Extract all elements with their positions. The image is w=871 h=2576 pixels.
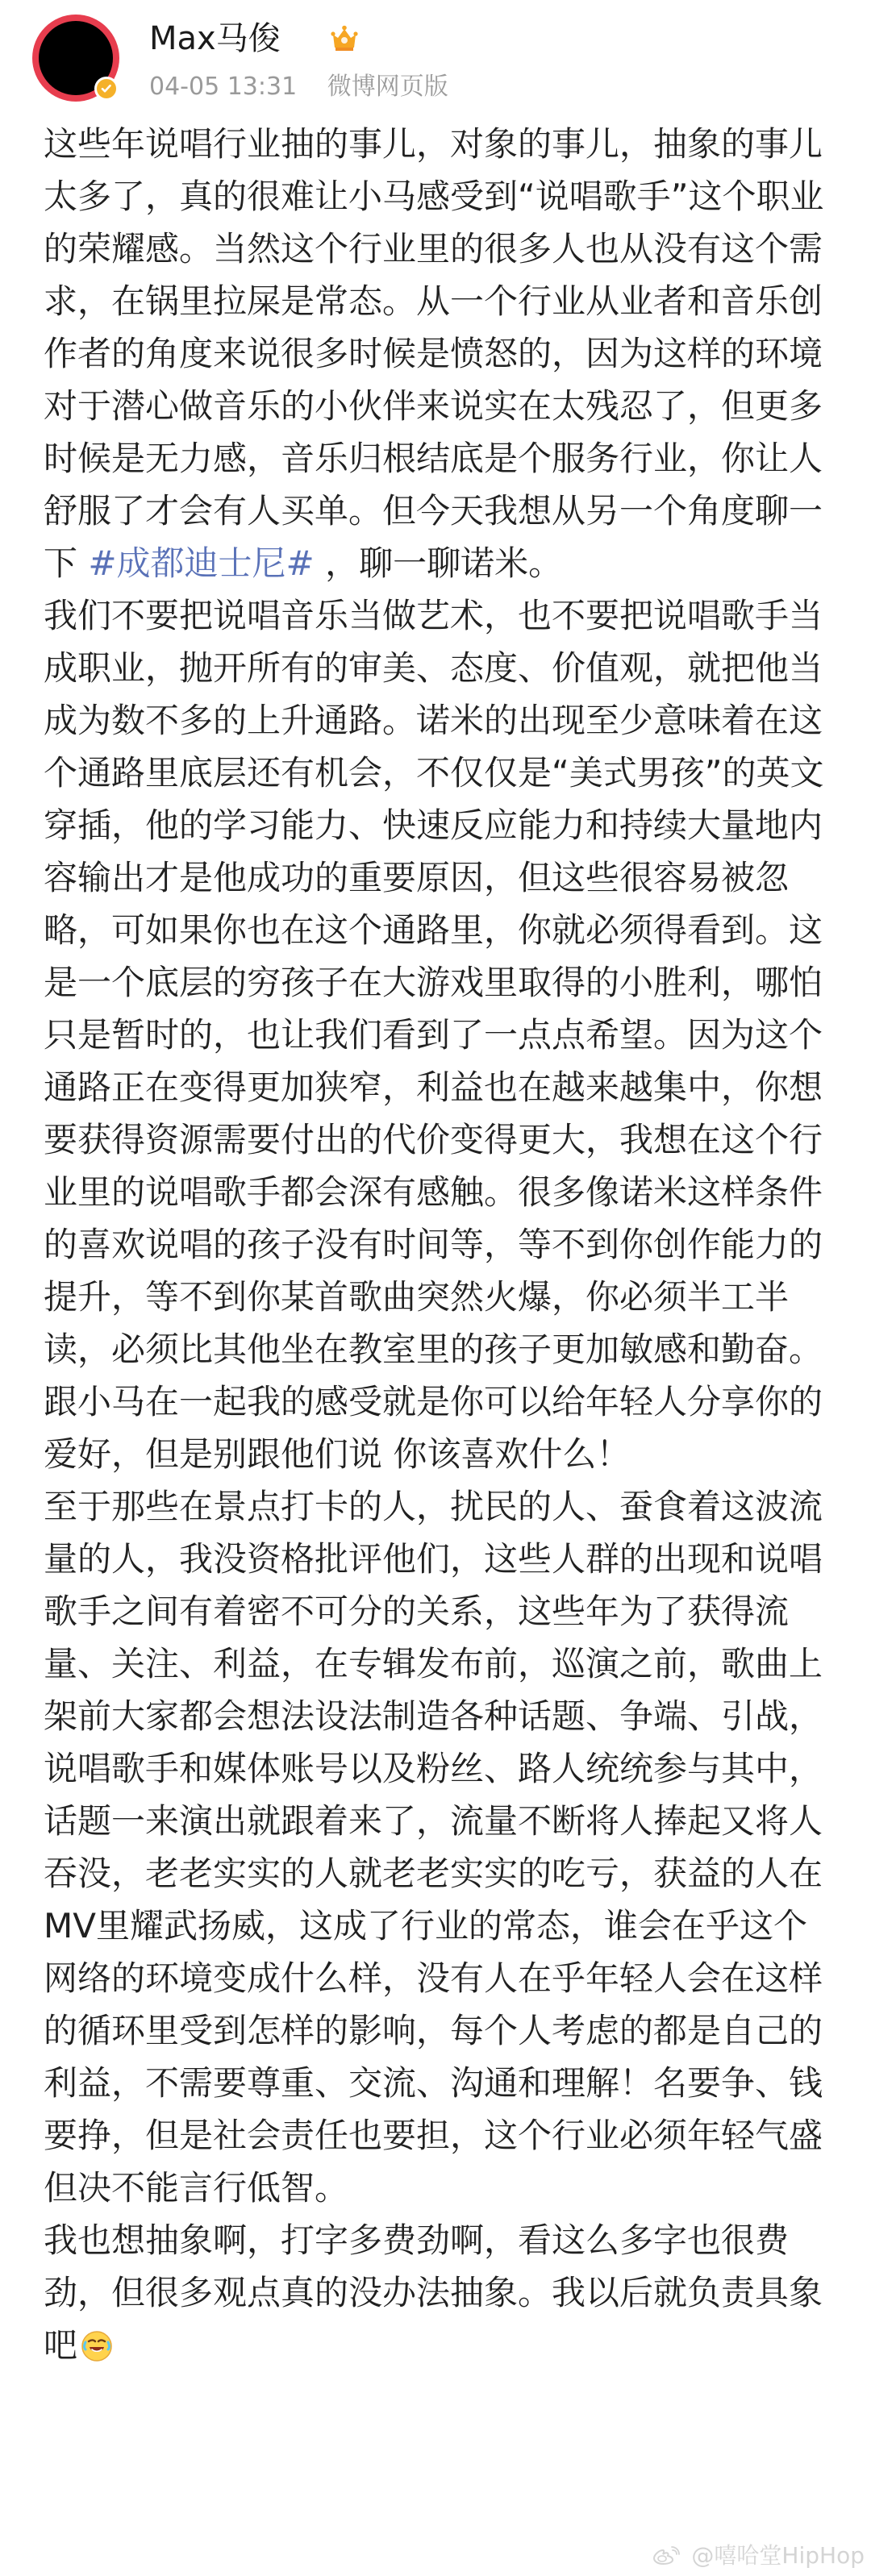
post-paragraph-1: [44, 118, 830, 589]
weibo-logo-icon: [652, 2546, 680, 2567]
laugh-cry-emoji: [81, 2324, 113, 2357]
post-source[interactable]: 微博网页版: [327, 73, 448, 101]
verified-badge-icon: [94, 77, 119, 101]
post-paragraph-3: [44, 1480, 830, 2214]
author-name[interactable]: Max马俊: [149, 20, 281, 57]
post-text: 我也想抽象啊，打字多费劲啊，看这么多字也很费劲，但很多观点真的没办法抽象。我以后就负责具象吧: [44, 2220, 823, 2365]
watermark: [652, 2541, 865, 2571]
watermark-text: @嘻哈堂HipHop: [691, 2542, 865, 2569]
hashtag-link[interactable]: #成都迪士尼#: [88, 543, 315, 583]
post-body: [44, 118, 830, 2371]
crown-badge-icon[interactable]: [327, 21, 361, 55]
post-text: ，聊一聊诺米。: [314, 543, 563, 583]
post-text: 我们不要把说唱音乐当做艺术，也不要把说唱歌手当成职业，抛开所有的审美、态度、价值观，就把他当成为数不多的上升通路。诺米的出现至少意味着在这个通路里底层还有机会，不仅仅是“美式男孩”的英文穿插，他的学习能力、快速反应能力和持续大量地内容输出才是他成功的重要原因，但这些很容易被忽略，可如果你也在这个通路里，你就必须得看到。这是一个底层的穷孩子在大游戏里取得的小胜利，哪怕只是暂时的，也让我们看到了一点点希望。因为这个通路正在变得更加狭窄，利益也在越来越集中，你想要获得资源需要付出的代价变得更大，我想在这个行业里的说唱歌手都会深有感触。很多像诺米这样条件的喜欢说唱的孩子没有时间等，等不到你创作能力的提升，等不到你某首歌曲突然火爆，你必须半工半读，必须比其他坐在教室里的孩子更加敏感和勤奋。跟小马在一起我的感受就是你可以给年轻人分享你的爱好，但是别跟他们说 你该喜欢什么！: [44, 596, 824, 1474]
post-text: 至于那些在景点打卡的人，扰民的人、蚕食着这波流量的人，我没资格批评他们，这些人群的出现和说唱歌手之间有着密不可分的关系，这些年为了获得流量、关注、利益，在专辑发布前，巡演之前，歌曲上架前大家都会想法设法制造各种话题、争端、引战，说唱歌手和媒体账号以及粉丝、路人统统参与其中，话题一来演出就跟着来了，流量不断将人捧起又将人吞没，老老实实的人就老老实实的吃亏，获益的人在MV里耀武扬威，这成了行业的常态，谁会在乎这个网络的环境变成什么样，没有人在乎年轻人会在这样的循环里受到怎样的影响，每个人考虑的都是自己的利益，不需要尊重、交流、沟通和理解！名要争、钱要挣，但是社会责任也要担，这个行业必须年轻气盛但决不能言行低智。: [44, 1487, 823, 2208]
post-paragraph-4: [44, 2214, 830, 2371]
post-paragraph-2: [44, 589, 830, 1480]
post-timestamp: 04-05 13:31: [149, 73, 298, 101]
post-meta: [149, 71, 471, 103]
post-text: 这些年说唱行业抽的事儿，对象的事儿，抽象的事儿太多了，真的很难让小马感受到“说唱歌手”这个职业的荣耀感。当然这个行业里的很多人也从没有这个需求，在锅里拉屎是常态。从一个行业从业者和音乐创作者的角度来说很多时候是愤怒的，因为这样的环境对于潜心做音乐的小伙伴来说实在太残忍了，但更多时候是无力感，音乐归根结底是个服务行业，你让人舒服了才会有人买单。但今天我想从另一个角度聊一下: [44, 124, 824, 583]
post-header: [32, 15, 839, 105]
